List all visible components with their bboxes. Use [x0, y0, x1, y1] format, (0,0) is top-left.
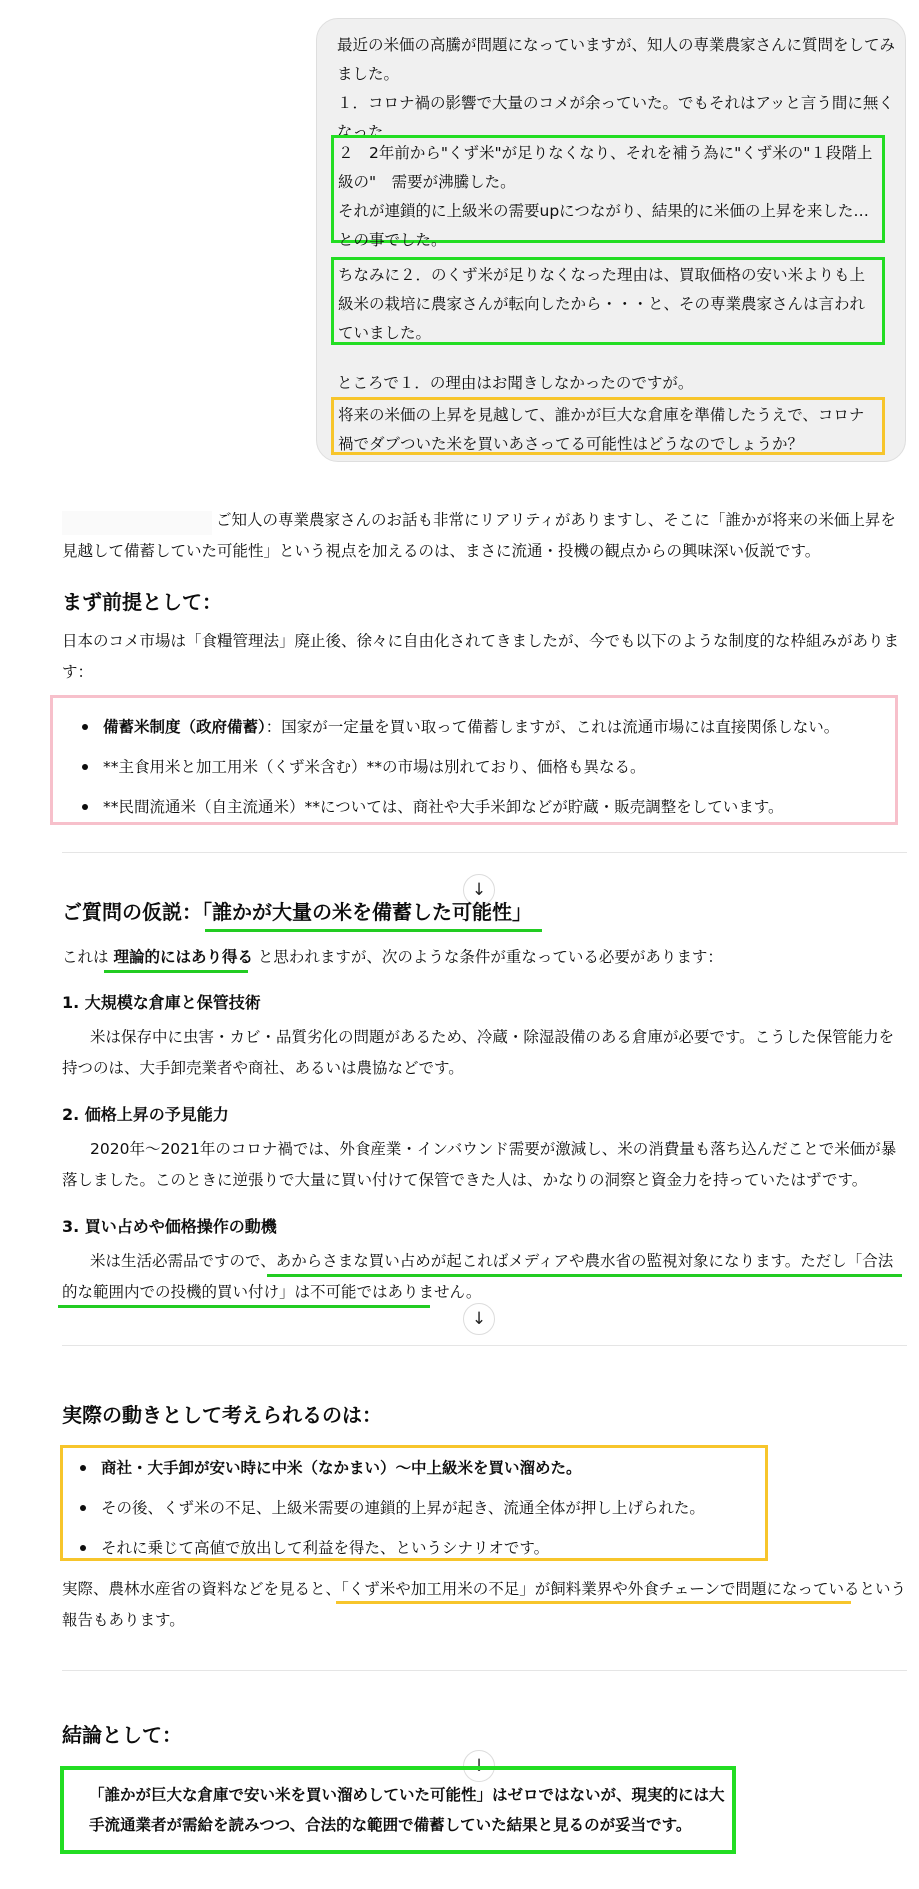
- list-item: 備蓄米制度（政府備蓄）：国家が一定量を買い取って備蓄しますが、これは流通市場には直接関係しない。: [67, 707, 895, 747]
- section-heading-scenario: 実際の動きとして考えられるのは：: [62, 1403, 382, 1427]
- condition-heading-2: 2. 価格上昇の予見能力: [62, 1105, 229, 1124]
- condition-heading-3: 3. 買い占めや価格操作の動機: [62, 1217, 277, 1236]
- scenario-text: 実際、農林水産省の資料などを見ると、「くず米や加工用米の不足」が飼料業界や外食チェーンで問題になっているという報告もあります。: [62, 1580, 906, 1629]
- list-item: **民間流通米（自主流通米）**については、商社や大手米卸などが貯蔵・販売調整をしています。: [67, 787, 895, 827]
- section-divider: [62, 1345, 907, 1346]
- conclusion-text: 「誰かが巨大な倉庫で安い米を買い溜めしていた可能性」はゼロではないが、現実的には大手流通業者が需給を読みつつ、合法的な範囲で備蓄していた結果と見るのが妥当です。: [89, 1786, 725, 1834]
- highlight-box-conclusion: [60, 1766, 736, 1854]
- scenario-bullet-list: [65, 1448, 765, 1568]
- premise-text: 日本のコメ市場は「食糧管理法」廃止後、徐々に自由化されてきましたが、今でも以下のような制度的な枠組みがあります：: [62, 632, 900, 681]
- highlight-box-scenario-list: [60, 1445, 768, 1561]
- question-lead: ところで１．の理由はお聞きしなかったのですが。: [337, 374, 694, 392]
- section-heading-conclusion: 結論として：: [62, 1723, 182, 1747]
- underline-highlight: [58, 1305, 430, 1308]
- highlight-box-note: ちなみに２．のくず米が足りなくなった理由は、買取価格の安い米よりも上級米の栽培に農家さんが転向したから・・・と、その専業農家さんは言われていました。: [331, 257, 885, 345]
- highlight-box-point2: ２ 2年前から"くず米"が足りなくなり、それを補う為に"くず米の"１段階上級の" 需要が沸騰した。 それが連鎖的に上級米の需要upにつながり、結果的に米価の上昇を来した…との事でした。: [331, 135, 885, 243]
- list-item: それに乗じて高値で放出して利益を得た、というシナリオです。: [65, 1528, 765, 1568]
- user-message-bubble: [316, 18, 906, 462]
- section-heading-hypothesis: ご質問の仮説：「誰かが大量の米を備蓄した可能性」: [62, 900, 532, 924]
- list-item: **主食用米と加工用米（くず米含む）**の市場は別れており、価格も異なる。: [67, 747, 895, 787]
- underline-highlight: [205, 929, 542, 932]
- section-heading-premise: まず前提として：: [62, 590, 222, 614]
- user-message-intro: 最近の米価の高騰が問題になっていますが、知人の専業農家さんに質問をしてみました。 １．コロナ禍の影響で大量のコメが余っていた。でもそれはアッと言う間に無くなった: [337, 36, 896, 141]
- list-item: 商社・大手卸が安い時に中米（なかまい）～中上級米を買い溜めた。: [65, 1448, 765, 1488]
- arrow-down-icon[interactable]: ↓: [463, 1303, 495, 1335]
- underline-highlight: [104, 970, 248, 973]
- hypothesis-intro: これは 理論的にはあり得る と思われますが、次のような条件が重なっている必要があります：: [62, 948, 723, 966]
- highlight-box-premise-list: [50, 695, 898, 825]
- highlight-box-question: 将来の米価の上昇を見越して、誰かが巨大な倉庫を準備したうえで、コロナ禍でダブついた米を買いあさってる可能性はどうなのでしょうか？: [331, 397, 885, 455]
- section-divider: [62, 1670, 907, 1671]
- premise-bullet-list: [67, 707, 895, 827]
- condition-heading-1: 1. 大規模な倉庫と保管技術: [62, 993, 261, 1012]
- condition-text-1: 米は保存中に虫害・カビ・品質劣化の問題があるため、冷蔵・除湿設備のある倉庫が必要です。こうした保管能力を持つのは、大手卸売業者や商社、あるいは農協などです。: [62, 1028, 895, 1077]
- underline-highlight: [336, 1601, 851, 1604]
- arrow-down-icon[interactable]: ↓: [463, 874, 495, 906]
- list-item: その後、くず米の不足、上級米需要の連鎖的上昇が起き、流通全体が押し上げられた。: [65, 1488, 765, 1528]
- condition-text-2: 2020年～2021年のコロナ禍では、外食産業・インバウンド需要が激減し、米の消費量も落ち込んだことで米価が暴落しました。このときに逆張りで大量に買い付けて保管できた人は、かなりの洞察と資金力を持っていたはずです。: [62, 1140, 897, 1189]
- reply-opening: ご知人の専業農家さんのお話も非常にリアリティがありますし、そこに「誰かが将来の米価上昇を見越して備蓄していた可能性」という視点を加えるのは、まさに流通・投機の観点からの興味深い仮説です。: [62, 511, 896, 560]
- section-divider: [62, 852, 907, 853]
- arrow-down-icon[interactable]: ↓: [463, 1750, 495, 1782]
- condition-text-3: 米は生活必需品ですので、あからさまな買い占めが起こればメディアや農水省の監視対象になります。ただし「合法的な範囲内での投機的買い付け」は不可能ではありません。: [62, 1252, 894, 1301]
- underline-highlight: [267, 1274, 902, 1277]
